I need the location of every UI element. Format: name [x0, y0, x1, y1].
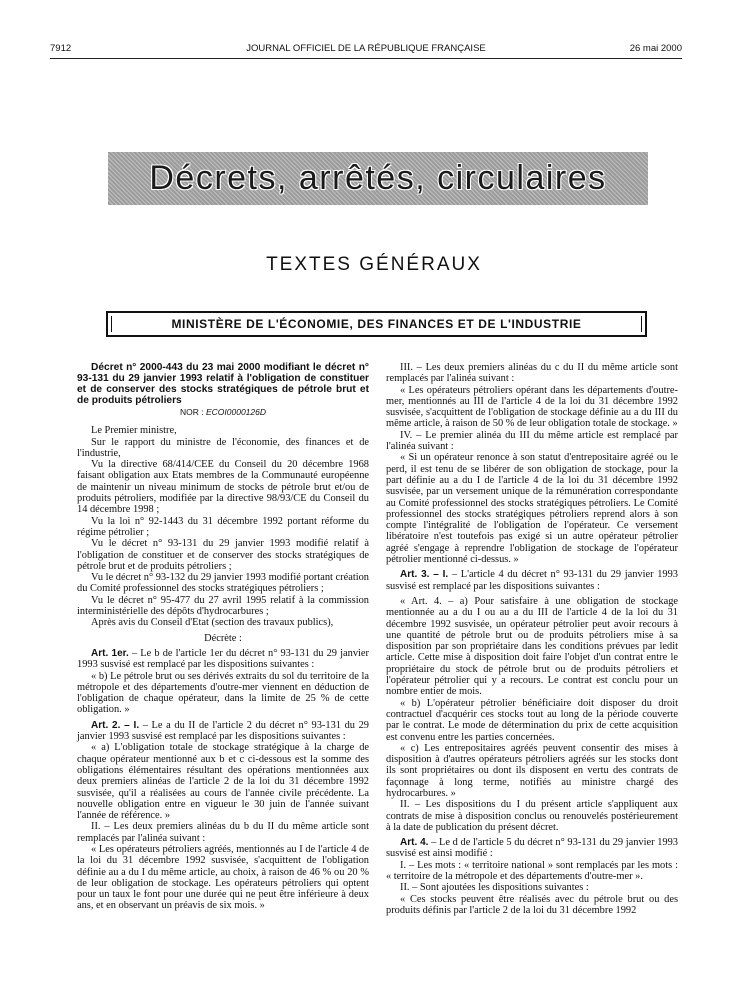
article-quote: « Art. 4. – a) Pour satisfaire à une obligation de stockage mentionnée au a du I ou au a du III de l'article 4 de la loi du 31 décembre 1992 susvisée, un opérateur pétrolier peut avoir recours à une quantité de pétrole brut ou de produits pétroliers mise à sa disposition par son propriétaire dans les conditions prévues par ledit article. Cette mise à disposition doit faire l'objet d'un contrat entre le propriétaire du stock de pétrole brut ou de produits pétroliers et l'opérateur pétrolier qui y a recours. Le contrat est conclu pour un nombre entier de mois. — [386, 595, 678, 698]
article-text: – L'article 4 du décret n° 93-131 du 29 janvier 1993 susvisé est remplacé par les dispositions suivantes : — [386, 569, 678, 592]
article-2 — [77, 720, 369, 743]
article-text: – Le d de l'article 5 du décret n° 93-131 du 29 janvier 1993 susvisé est ainsi modifié : — [386, 837, 679, 860]
article-paragraph: I. – Les mots : « territoire national » sont remplacés par les mots : « territoire de la métropole et des départements d'outre-mer ». — [386, 859, 678, 883]
article-1 — [77, 648, 369, 671]
ministry-box — [106, 311, 647, 337]
issue-date: 26 mai 2000 — [629, 43, 682, 54]
article-quote: « c) Les entrepositaires agréés peuvent consentir des mises à disposition à d'autres opérateurs pétroliers agréés sur les stocks dont ils sont propriétaires ou dont ils disposent en vertu des contrats de façonnage à long terme, notifiés au ministre chargé des hydrocarbures. » — [386, 742, 678, 799]
article-paragraph: II. – Sont ajoutées les dispositions suivantes : — [400, 882, 589, 894]
preamble-paragraph: Vu la directive 68/414/CEE du Conseil du 20 décembre 1968 faisant obligation aux Etats membres de la Communauté européenne de maintenir un niveau minimum de stocks de pétrole brut et/ou de produits pétroliers, modifiée par la directive 98/93/CE du Conseil du 14 décembre 1998 ; — [77, 459, 369, 516]
right-column — [386, 362, 678, 916]
article-3 — [386, 569, 678, 592]
left-column — [77, 362, 369, 912]
decrete-heading: Décrète : — [204, 632, 242, 644]
preamble-paragraph: Sur le rapport du ministre de l'économie, des finances et de l'industrie, — [77, 436, 369, 459]
nor-label: NOR : — [179, 407, 204, 417]
article-quote: « a) L'obligation totale de stockage stratégique à la charge de chaque opérateur mentionné aux b et c ci-dessous est la somme des obligations élémentaires résultant des opérations mentionnées aux deux premiers alinéas de l'article 2 de la loi du 31 décembre 1992 susvisée, qu'il a réalisées au cours de l'année civile précédente. La nouvelle obligation entre en vigueur le 30 juin de l'année suivant l'année de référence. » — [77, 742, 369, 822]
article-quote: « b) L'opérateur pétrolier bénéficiaire doit disposer du droit contractuel d'acquérir ces stocks tout au long de la période couverte par le contrat. Le mode de détermination du prix de cette acquisition est convenu entre les parties concernées. — [386, 697, 678, 743]
article-paragraph: IV. – Le premier alinéa du III du même article est remplacé par l'alinéa suivant : — [386, 429, 678, 453]
nor-line — [77, 407, 369, 418]
preamble-paragraph: Vu le décret n° 95-477 du 27 avril 1995 relatif à la commission interministérielle des dépôts d'hydrocarbures ; — [77, 594, 369, 618]
section-banner — [108, 152, 648, 205]
article-text: – Le a du II de l'article 2 du décret n° 93-131 du 29 janvier 1993 susvisé est remplacé par les dispositions suivantes : — [77, 719, 370, 743]
article-label: Art. 2. – I. — [91, 719, 140, 731]
article-quote: « Les opérateurs pétroliers agréés, mentionnés au I de l'article 4 de la loi du 31 décembre 1992 susvisée, s'acquittent de l'obligation définie au a du I du même article, au choix, à raison de 46 % ou 20 % de leur obligation de stockage. Les opérateurs pétroliers qui optent pour un taux le font pour une durée qui ne peut être inférieure à deux ans, et en observant un préavis de six mois. » — [77, 843, 369, 912]
article-label: Art. 1er. — [91, 647, 129, 659]
nor-code: ECOI0000126D — [205, 407, 266, 417]
page-header — [50, 43, 682, 57]
ministry-title: MINISTÈRE DE L'ÉCONOMIE, DES FINANCES ET DE L'INDUSTRIE — [171, 317, 582, 331]
article-quote: « b) Le pétrole brut ou ses dérivés extraits du sol du territoire de la métropole et des départements d'outre-mer viennent en déduction de l'obligation de chaque opérateur, dans la limite de 25 % de cette obligation. » — [77, 670, 369, 716]
banner-title: Décrets, arrêtés, circulaires — [149, 159, 607, 197]
article-text: – Le b de l'article 1er du décret n° 93-131 du 29 janvier 1993 susvisé est remplacé par les dispositions suivantes : — [77, 647, 369, 671]
article-quote: « Ces stocks peuvent être réalisés avec du pétrole brut ou des produits définis par l'article 2 de la loi du 31 décembre 1992 — [386, 893, 678, 916]
article-label: Art. 4. — [400, 837, 429, 849]
preamble-paragraph: Après avis du Conseil d'Etat (section des travaux publics), — [91, 617, 334, 629]
journal-title: JOURNAL OFFICIEL DE LA RÉPUBLIQUE FRANÇAISE — [246, 43, 486, 54]
article-label: Art. 3. – I. — [400, 569, 449, 581]
article-quote: « Si un opérateur renonce à son statut d'entrepositaire agréé ou le perd, il est tenu de se libérer de son obligation de stockage, pour la part définie au a du I de l'article 4 de la loi du 31 décembre 1992 susvisée, par un versement unique de la rémunération correspondante au Comité professionnel des stocks stratégiques pétroliers. Le Comité professionnel des stocks stratégiques pétroliers reprend alors à son compte l'intégralité de l'obligation de l'opérateur. Ce versement libératoire n'est toutefois pas exigé si un autre opérateur pétrolier agréé s'engage à reprendre l'obligation de stockage de l'opérateur pétrolier mentionné ci-dessus. » — [386, 452, 678, 566]
preamble-paragraph: Vu le décret n° 93-131 du 29 janvier 1993 modifié relatif à l'obligation de constituer et de conserver des stocks stratégiques de pétrole brut et de produits pétroliers ; — [77, 538, 369, 572]
article-paragraph: II. – Les dispositions du I du présent article s'appliquent aux contrats de mise à disposition conclus ou renouvelés postérieurement à la date de publication du présent décret. — [386, 799, 678, 833]
page-number: 7912 — [50, 43, 72, 54]
preamble-paragraph: Vu la loi n° 92-1443 du 31 décembre 1992 portant réforme du régime pétrolier ; — [77, 515, 369, 538]
preamble-paragraph: Vu le décret n° 93-132 du 29 janvier 1993 modifié portant création du Comité professionnel des stocks stratégiques pétroliers ; — [77, 572, 369, 595]
decree-title: Décret n° 2000-443 du 23 mai 2000 modifiant le décret n° 93-131 du 29 janvier 1993 relatif à l'obligation de constituer et de conserver des stocks stratégiques de pétrole brut et de produits pétroliers — [77, 362, 369, 406]
article-paragraph: II. – Les deux premiers alinéas du b du II du même article sont remplacés par l'alinéa suivant : — [77, 821, 369, 844]
article-4 — [386, 837, 678, 860]
section-title: TEXTES GÉNÉRAUX — [266, 254, 482, 275]
header-rule — [50, 58, 682, 59]
article-quote: « Les opérateurs pétroliers opérant dans les départements d'outre-mer, mentionnés au III de l'article 4 de la loi du 31 décembre 1992 susvisée, s'acquittent de l'obligation de stockage définie au a du III du même article, à raison de 50 % de leur obligation totale de stockage. » — [386, 384, 678, 430]
preamble-paragraph: Le Premier ministre, — [91, 425, 177, 437]
article-paragraph: III. – Les deux premiers alinéas du c du II du même article sont remplacés par l'alinéa suivant : — [386, 362, 678, 385]
